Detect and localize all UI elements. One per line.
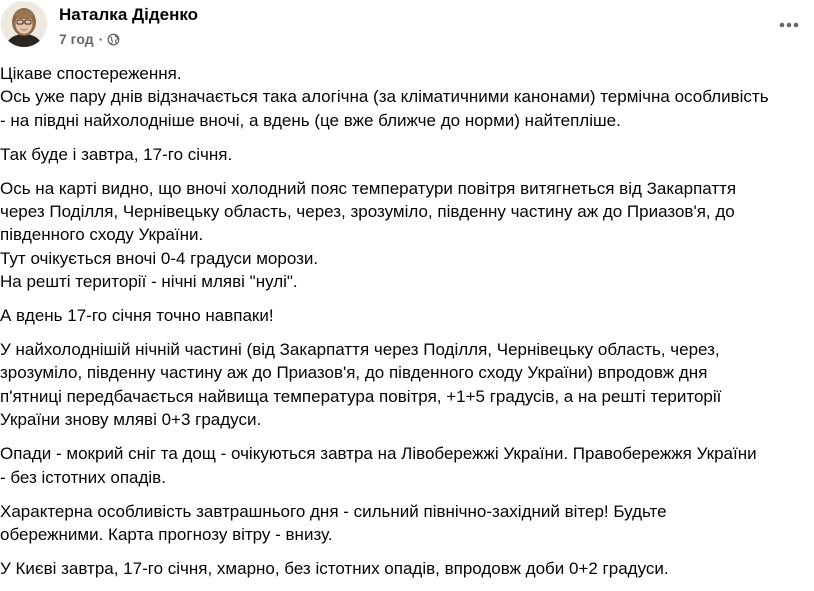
post-timestamp[interactable]: 7 год xyxy=(59,31,94,47)
text-line: Ось уже пару днів відзначається така алогічна (за кліматичними канонами) термічна особливість xyxy=(0,87,769,107)
more-horizontal-icon xyxy=(779,22,799,28)
globe-icon xyxy=(107,33,120,46)
post-text xyxy=(0,62,812,591)
text-line: Цікаве спостереження. xyxy=(0,64,182,83)
text-line: Тут очікується вночі 0-4 градуси морози. xyxy=(0,248,319,268)
post-paragraph xyxy=(0,143,812,166)
text-line: А вдень 17-го січня точно навпаки! xyxy=(0,306,274,326)
post-meta xyxy=(59,31,120,47)
text-line: Ось на карті видно, що вночі холодний пояс температури повітря витягнеться від Закарпаття xyxy=(0,178,737,198)
meta-separator: · xyxy=(98,31,104,47)
text-line: Так буде і завтра, 17-го січня. xyxy=(0,144,233,164)
post-header xyxy=(0,0,814,58)
text-line: зрозуміло, південну частину аж до Приазов'я, до південного сходу України) впродовж дня xyxy=(0,363,708,383)
post-paragraph xyxy=(0,557,812,580)
post-paragraph xyxy=(0,304,812,327)
post-options-button[interactable] xyxy=(771,11,807,39)
text-line: - без істотних опадів. xyxy=(0,467,166,487)
text-line: Характерна особливість завтрашнього дня - сильний північно-західний вітер! Будьте xyxy=(0,501,667,521)
text-line: п'ятниці передбачається найвища температура повітря, +1+5 градусів, а на решті території xyxy=(0,386,722,406)
post-paragraph xyxy=(0,177,812,294)
text-line: обережними. Карта прогнозу вітру - внизу. xyxy=(0,524,333,544)
text-line: Опади - мокрий сніг та дощ - очікуються завтра на Лівобережжі України. Правобережжя України xyxy=(0,444,757,464)
author-name[interactable]: Наталка Діденко xyxy=(59,5,199,24)
text-line: південного сходу України. xyxy=(0,225,204,245)
post-paragraph xyxy=(0,442,812,489)
post-paragraph xyxy=(0,338,812,432)
text-line: України знову мляві 0+3 градуси. xyxy=(0,410,262,430)
text-line: - на півдні найхолодніше вночі, а вдень (це вже ближче до норми) найтепліше. xyxy=(0,110,621,130)
post-paragraph xyxy=(0,500,812,547)
avatar[interactable] xyxy=(1,1,47,47)
post-paragraph xyxy=(0,62,812,132)
avatar-photo xyxy=(1,1,47,47)
text-line: У Києві завтра, 17-го січня, хмарно, без істотних опадів, впродовж доби 0+2 градуси. xyxy=(0,558,669,578)
text-line: У найхолоднішій нічній частині (від Закарпаття через Поділля, Чернівецьку область, через, xyxy=(0,340,720,360)
text-line: через Поділля, Чернівецьку область, через, зрозуміло, південну частину аж до Приазов'я, до xyxy=(0,202,735,222)
text-line: На решті території - нічні мляві "нулі". xyxy=(0,272,298,292)
